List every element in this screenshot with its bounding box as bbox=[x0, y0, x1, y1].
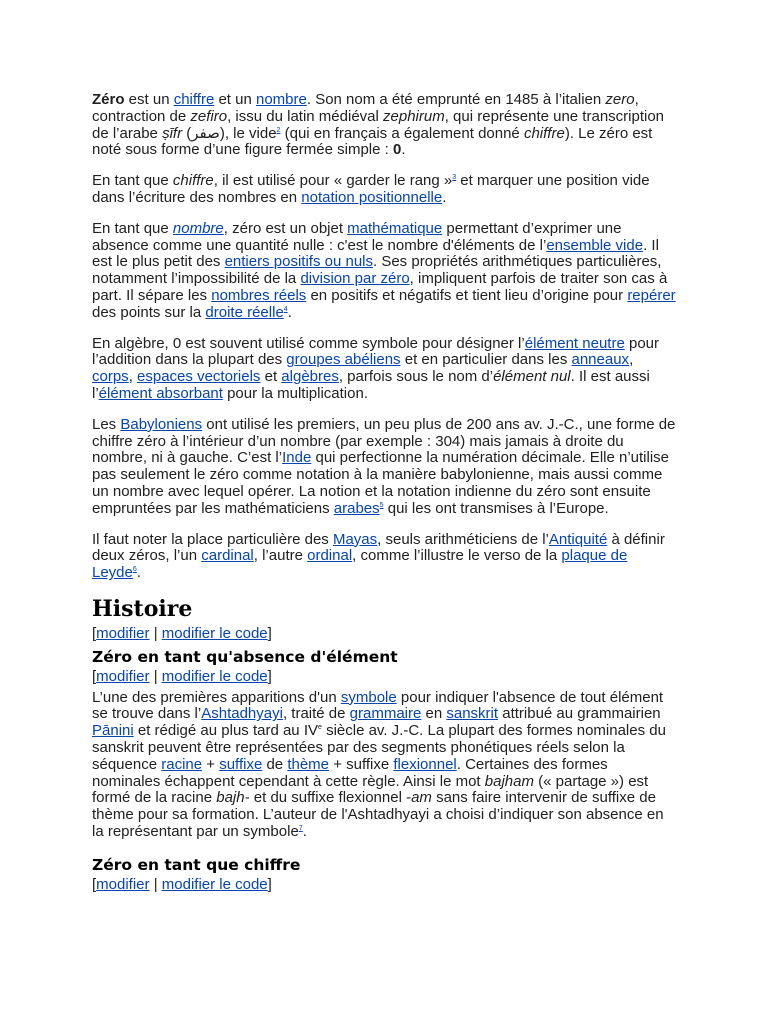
link-cardinal[interactable]: cardinal bbox=[201, 547, 254, 565]
link-suffixe[interactable]: suffixe bbox=[219, 755, 263, 773]
link-inde[interactable]: Inde bbox=[282, 449, 312, 467]
babyloniens-paragraph: Les Babyloniens ont utilisé les premiers, un peu plus de 200 ans av. J.-C., une forme de chiffre zéro à l’intérieur d’un nombre (par exemple : 304) mais jamais à droite du nombre, ni à gauche. C’est l’Inde qui perfectionne la numération décimale. Elle n’utilise pas seulement le zéro comme notation à la manière babylonienne, mais aussi comme un nombre avec lequel opérer. La notion et la notation indienne du zéro sont ensuite empruntées par les mathématiciens arabes$^5$ qui les ont transmises à l’Europe. bbox=[92, 415, 676, 517]
intro-paragraph: Zéro est un chiffre et un nombre. Son nom a été emprunté en 1485 à l’italien zero, contraction de zefiro, issu du latin médiéval zephirum, qui représente une transcription de l’arabe ṣīfr (صفر), le vide$^2$ (qui en français a également donné chiffre). Le zéro est noté sous forme d’une figure fermée simple : 0. bbox=[92, 91, 665, 159]
edit-link-modifier[interactable]: modifier bbox=[96, 667, 150, 685]
absence-paragraph: L’une des premières apparitions d'un symbole pour indiquer l'absence de tout élément se trouve dans l’Ashtadhyayi, traité de grammaire en sanskrit attribué au grammairien Pānini et rédigé au plus tard au IVe siècle av. J.-C. La plupart des formes nominales du sanskrit peuvent être représentées par des segments phonétiques réels selon la séquence racine + suffixe de thème + suffixe flexionnel. Certaines des formes nominales échappent cependant à cette règle. Ainsi le mot bajham (« partage ») est formé de la racine bajh- et du suffixe flexionnel -am sans faire intervenir de suffixe de thème pour sa formation. L’auteur de l'Ashtadhyayi a choisi d’indiquer son absence en la représentant par un symbole$^7$. bbox=[92, 688, 666, 840]
section-heading-histoire: Histoire bbox=[92, 595, 193, 622]
link-element-neutre[interactable]: élément neutre bbox=[524, 334, 625, 352]
link-nombres-reels[interactable]: nombres réels bbox=[211, 286, 307, 304]
link-ashtadhyayi[interactable]: Ashtadhyayi bbox=[201, 705, 283, 723]
link-mayas[interactable]: Mayas bbox=[332, 530, 378, 548]
reference-4[interactable]: 4 bbox=[283, 305, 288, 313]
link-mathematique[interactable]: mathématique bbox=[347, 219, 443, 237]
edit-link-modifier-code[interactable]: modifier le code bbox=[161, 624, 268, 642]
subsection-heading-chiffre: Zéro en tant que chiffre bbox=[92, 855, 301, 874]
nombre-paragraph: En tant que nombre, zéro est un objet mathématique permettant d’exprimer une absence comme une quantité nulle : c'est le nombre d'éléments de l’ensemble vide. Il est le plus petit des entiers positifs ou nuls. Ses propriétés arithmétiques particulières, notamment l’impossibilité de la division par zéro, impliquent parfois de traiter son cas à part. Il sépare les nombres réels en positifs et négatifs et tient lieu d’origine pour repérer des points sur la droite réelle$^4$. bbox=[92, 219, 676, 321]
chiffre-paragraph: En tant que chiffre, il est utilisé pour « garder le rang »$^3$ et marquer une position vide dans l’écriture des nombres en notation positionnelle. bbox=[92, 172, 650, 206]
link-droite-reelle[interactable]: droite réelle bbox=[205, 303, 284, 321]
article-body bbox=[92, 92, 676, 897]
link-division-par-zero[interactable]: division par zéro bbox=[300, 270, 410, 288]
edit-link-modifier-code[interactable]: modifier le code bbox=[161, 875, 268, 893]
link-nombre-italic[interactable]: nombre bbox=[172, 219, 224, 237]
edit-links-absence: [modifier | modifier le code] bbox=[92, 667, 272, 685]
reference-6[interactable]: 6 bbox=[132, 566, 137, 574]
edit-link-modifier[interactable]: modifier bbox=[96, 624, 150, 642]
link-antiquite[interactable]: Antiquité bbox=[548, 530, 608, 548]
link-grammaire[interactable]: grammaire bbox=[349, 705, 422, 723]
link-racine[interactable]: racine bbox=[161, 755, 203, 773]
link-babyloniens[interactable]: Babyloniens bbox=[120, 415, 203, 433]
algebre-paragraph: En algèbre, 0 est souvent utilisé comme symbole pour désigner l’élément neutre pour l’addition dans la plupart des groupes abéliens et en particulier dans les anneaux, corps, espaces vectoriels et algèbres, parfois sous le nom d’élément nul. Il est aussi l’élément absorbant pour la multiplication. bbox=[92, 334, 660, 402]
link-algebres[interactable]: algèbres bbox=[281, 368, 339, 386]
link-flexionnel[interactable]: flexionnel bbox=[393, 755, 457, 773]
link-anneaux[interactable]: anneaux bbox=[571, 351, 630, 369]
link-sanskrit[interactable]: sanskrit bbox=[446, 705, 499, 723]
link-corps[interactable]: corps bbox=[92, 368, 129, 386]
subsection-heading-absence: Zéro en tant qu'absence d'élément bbox=[92, 647, 398, 666]
link-panini[interactable]: Pānini bbox=[92, 722, 134, 740]
link-element-absorbant[interactable]: élément absorbant bbox=[98, 384, 223, 402]
reference-7[interactable]: 7 bbox=[298, 824, 303, 832]
edit-link-modifier-code[interactable]: modifier le code bbox=[161, 667, 268, 685]
link-theme[interactable]: thème bbox=[287, 755, 330, 773]
link-groupes-abeliens[interactable]: groupes abéliens bbox=[286, 351, 401, 369]
edit-link-modifier[interactable]: modifier bbox=[96, 875, 150, 893]
link-arabes[interactable]: arabes bbox=[333, 499, 380, 517]
link-notation-positionnelle[interactable]: notation positionnelle bbox=[301, 188, 443, 206]
link-nombre[interactable]: nombre bbox=[256, 91, 307, 108]
link-reperer[interactable]: repérer bbox=[627, 286, 676, 304]
link-plaque-de-leyde[interactable]: plaque de Leyde bbox=[92, 547, 628, 582]
link-chiffre[interactable]: chiffre bbox=[173, 91, 215, 108]
reference-3[interactable]: 3 bbox=[452, 174, 457, 182]
mayas-paragraph: Il faut noter la place particulière des Mayas, seuls arithméticiens de l’Antiquité à définir deux zéros, l’un cardinal, l’autre ordinal, comme l’illustre le verso de la plaque de Leyde$^6$. bbox=[92, 530, 665, 582]
link-ensemble-vide[interactable]: ensemble vide bbox=[546, 236, 644, 254]
link-espaces-vectoriels[interactable]: espaces vectoriels bbox=[137, 368, 261, 386]
link-symbole[interactable]: symbole bbox=[340, 688, 397, 706]
edit-links-chiffre: [modifier | modifier le code] bbox=[92, 875, 272, 893]
link-ordinal[interactable]: ordinal bbox=[307, 547, 353, 565]
term-zero: Zéro bbox=[92, 91, 125, 108]
link-entiers-positifs[interactable]: entiers positifs ou nuls bbox=[224, 253, 373, 271]
edit-links-histoire: [modifier | modifier le code] bbox=[92, 624, 272, 642]
reference-2[interactable]: 2 bbox=[276, 126, 281, 134]
reference-5[interactable]: 5 bbox=[379, 501, 384, 509]
